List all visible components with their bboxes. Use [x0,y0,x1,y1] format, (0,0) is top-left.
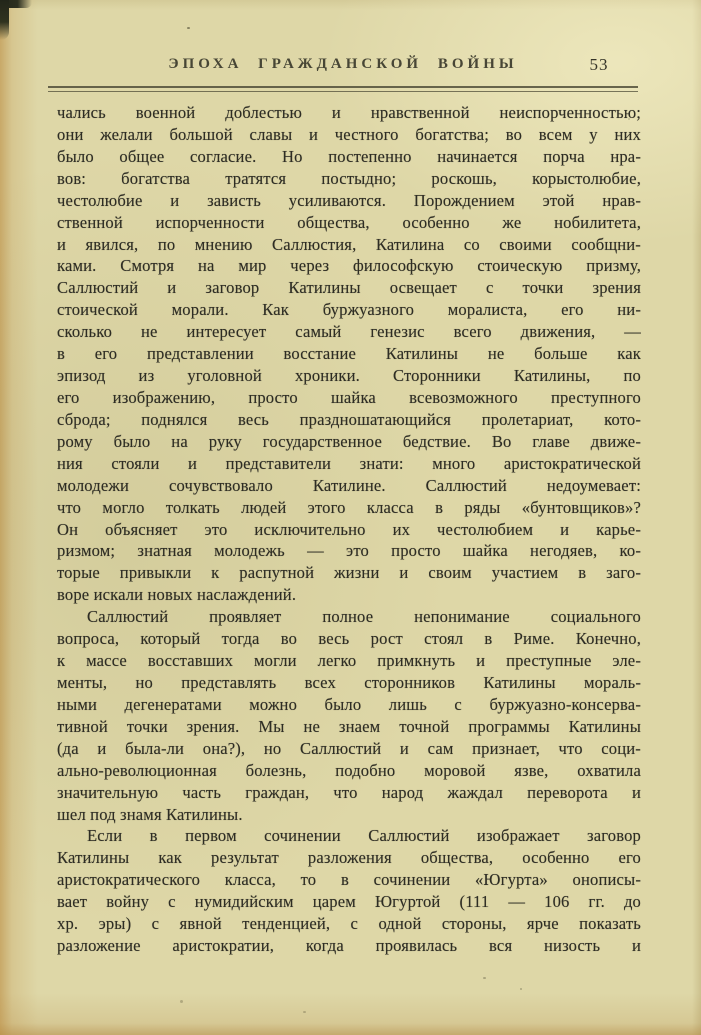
text-line: честолюбие и зависть усиливаются. Порождением этой нрав- [57,190,641,210]
text-line: было общее согласие. Но постепенно начинается порча нра- [57,146,641,166]
text-line: сброда; поднялся весь праздношатающийся пролетариат, кото- [57,409,641,429]
text-line: Саллюстий проявляет полное непонимание социального [87,607,641,627]
text-line: вов: богатства тратятся постыдно; роскошь, корыстолюбие, [57,168,641,188]
text-line: шел под знамя Катилины. [57,804,243,824]
paper-speck [520,988,522,990]
text-line: чались военной доблестью и нравственной неиспорченностью; [57,103,641,122]
paper-speck [180,1000,183,1003]
text-line: Он объясняет это исключительно их честолюбием и карье- [57,519,641,539]
text-line: ственной испорченности общества, особенно же нобилитета, [57,212,641,232]
text-line: его изображению, просто шайка всевозможного преступного [57,387,641,407]
text-line: вает войну с нумидийским царем Югуртой (111 — 106 гг. до [57,892,641,912]
page-number: 53 [589,55,609,74]
running-head-title: ЭПОХА ГРАЖДАНСКОЙ ВОЙНЫ [168,56,518,72]
text-line: воре искали новых наслаждений. [57,585,297,605]
text-line: тивной точки зрения. Мы не знаем точной программы Катилины [57,716,641,736]
text-line: разложение аристократии, когда проявилась вся низость и [57,936,641,956]
text-line: Саллюстий и заговор Катилины освещает с точки зрения [57,278,641,298]
text-line: и явился, по мнению Саллюстия, Катилина со своими сообщни- [57,234,641,254]
text-line: к массе восставших могли легко примкнуть и преступные эле- [57,651,641,671]
text-line: значительную часть граждан, что народ жаждал переворота и [57,782,641,802]
text-line: что могло толкать людей этого класса в ряды «бунтовщиков»? [57,497,641,517]
text-line: они желали большой славы и честного богатства; во всем у них [57,124,641,144]
text-line: в его представлении восстание Катилины не больше как [57,344,641,364]
text-line: Катилины как результат разложения общества, особенно его [57,848,641,868]
paper-speck [303,1011,306,1013]
text-line: вопроса, который тогда во весь рост стоял в Риме. Конечно, [57,629,641,649]
text-line: торые привыкли к распутной жизни и своим участием в заго- [57,563,641,583]
text-line: молодежи сочувствовало Катилине. Саллюстий недоумевает: [57,475,641,495]
text-line: ризмом; знатная молодежь — это просто шайка негодяев, ко- [57,541,641,561]
text-line: ально-революционная болезнь, подобно моровой язве, охватила [57,760,641,780]
text-line: Если в первом сочинении Саллюстий изображает заговор [87,826,641,846]
text-line: менты, но представлять всех сторонников Катилины мораль- [57,672,641,692]
paragraph [57,606,641,825]
text-line: сколько не интересует самый генезис всего движения, — [57,322,641,342]
paper-speck [187,27,190,29]
text-line: ния стояли и представители знати: много аристократической [57,453,641,473]
text-line: (да и была-ли она?), но Саллюстий и сам признает, что соци- [57,738,641,758]
paragraph [57,825,641,957]
header-double-rule [48,86,638,92]
scan-corner-shadow-left [0,0,9,40]
body-text-block [57,102,641,957]
text-line: ными дегенератами можно было лишь с буржуазно-консерва- [57,694,641,714]
text-line: рому было на руку государственное бедствие. Во главе движе- [57,431,641,451]
text-line: стоической морали. Как буржуазного моралиста, его ни- [57,300,641,320]
paper-speck [483,977,486,979]
text-line: эпизод из уголовной хроники. Сторонники Катилины, по [57,366,641,386]
paragraph [57,102,641,606]
text-line: ками. Смотря на мир через философскую стоическую призму, [57,256,641,276]
text-line: хр. эры) с явной тенденцией, с одной стороны, ярче показать [57,914,641,934]
text-line: аристократического класса, то в сочинении «Югурта» онописы- [57,870,641,890]
